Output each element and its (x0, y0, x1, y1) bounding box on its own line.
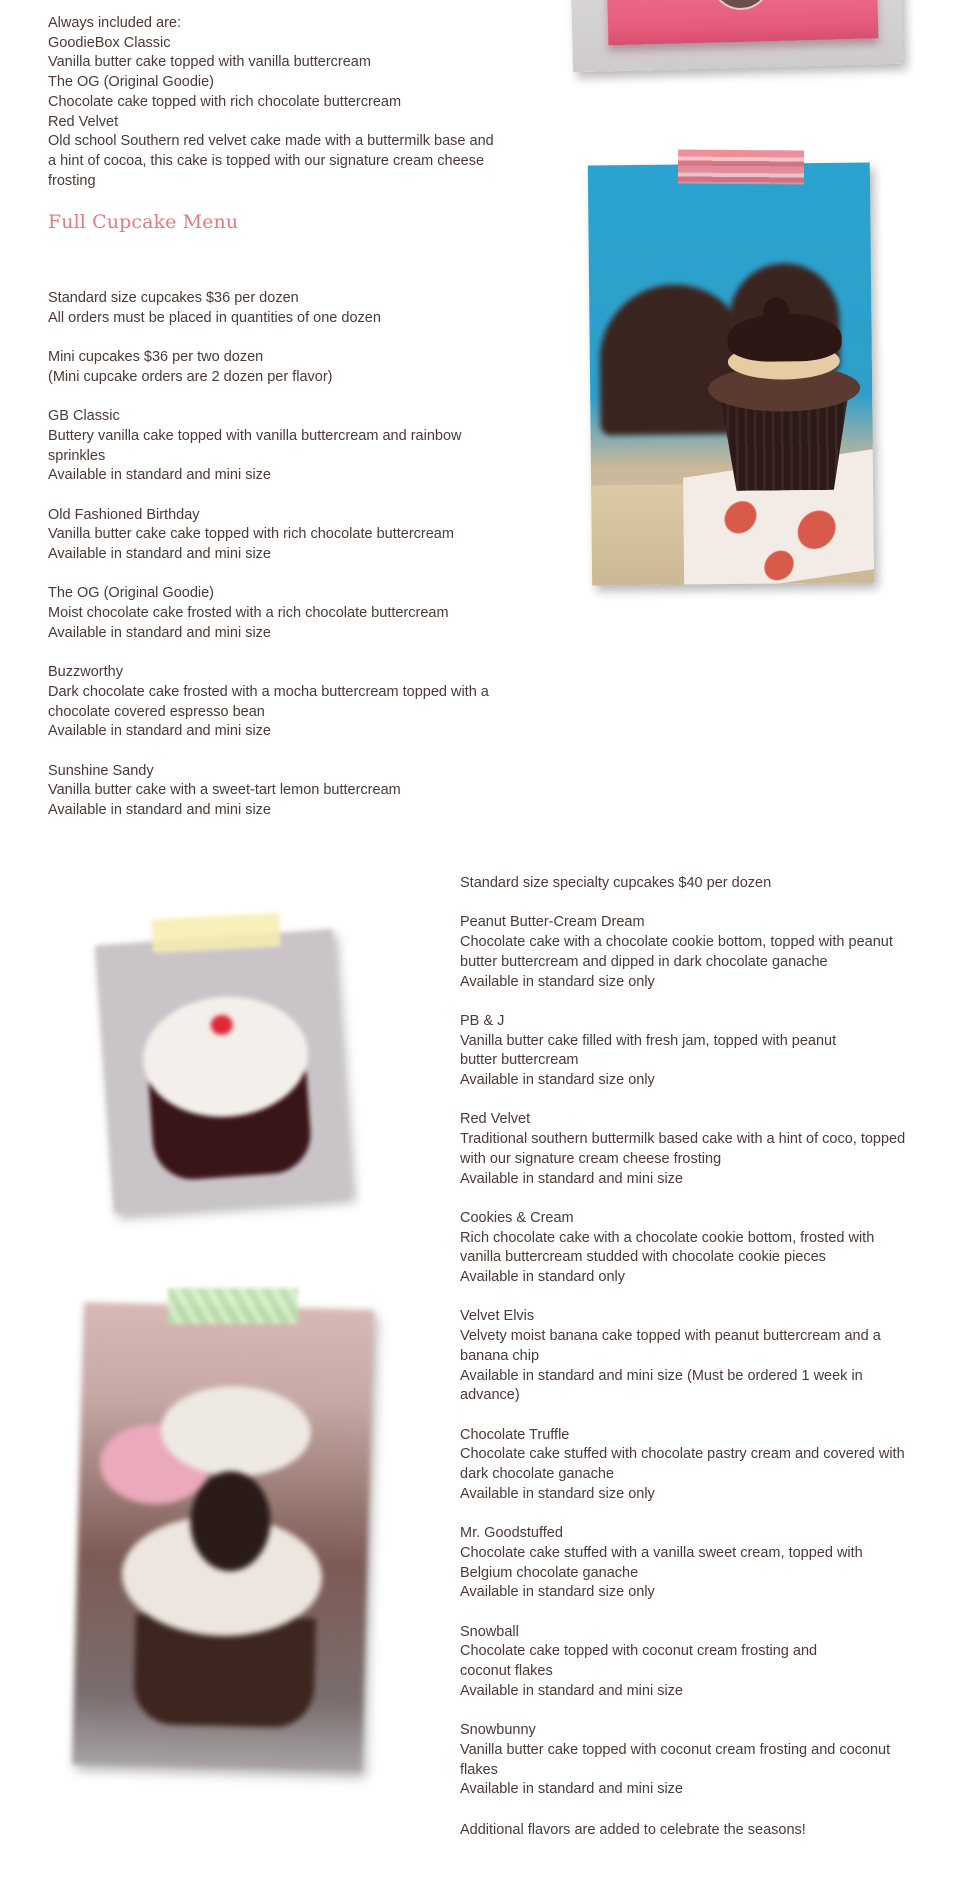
specialty-flavor-item (460, 1209, 930, 1288)
specialty-flavor-item (460, 1623, 930, 1702)
flavor-description: flakes (460, 1761, 498, 1778)
flavor-name: Velvet Elvis (460, 1308, 535, 1325)
flavor-name: Cookies & Cream (460, 1209, 574, 1226)
green-washi-tape (168, 1288, 298, 1324)
specialty-flavor-item (460, 1721, 930, 1800)
specialty-price: Standard size specialty cupcakes $40 per dozen (460, 875, 772, 891)
flavor-name: Red Velvet (460, 1111, 531, 1128)
flavor-description: Vanilla butter cake with a sweet-tart lemon buttercream (48, 782, 401, 799)
flavor-description: dark chocolate ganache (460, 1466, 614, 1482)
flavor-description: Rich chocolate cake with a chocolate cookie bottom, frosted with (460, 1229, 875, 1246)
flavor-name: GB Classic (48, 408, 120, 425)
included-flavor-name: Red Velvet (48, 113, 119, 130)
specialty-flavor-item (460, 1524, 930, 1603)
flavor-availability: Available in standard and mini size (48, 802, 272, 819)
flavor-item (48, 663, 508, 742)
flavor-availability: advance) (460, 1387, 520, 1404)
flavor-description: with our signature cream cheese frosting (460, 1150, 722, 1167)
included-flavor-name: The OG (Original Goodie) (48, 74, 215, 91)
flavor-description: Buttery vanilla cake topped with vanilla buttercream and rainbow (48, 427, 462, 444)
classic-menu-section (48, 289, 508, 821)
flavor-name: Old Fashioned Birthday (48, 506, 200, 523)
flavor-name: Buzzworthy (48, 664, 123, 681)
flavor-availability: Available in standard and mini size (Must be ordered 1 week in (460, 1367, 863, 1384)
flavor-name: Peanut Butter-Cream Dream (460, 914, 645, 931)
flavor-description: Traditional southern buttermilk based cake with a hint of coco, topped (460, 1131, 906, 1148)
flavor-availability: Available in standard and mini size (48, 546, 272, 563)
seasonal-flavors-note: Additional flavors are added to celebrate the seasons! (460, 1821, 806, 1838)
included-flavor-description: Vanilla butter cake topped with vanilla buttercream (48, 54, 371, 71)
flavor-availability: Available in standard size only (460, 1584, 655, 1601)
flavor-description: sprinkles (48, 447, 106, 464)
flavor-name: Snowbunny (460, 1722, 536, 1739)
flavor-item (48, 584, 508, 643)
flavor-availability: Available in standard size only (460, 1072, 655, 1088)
flavor-availability: Available in standard and mini size (48, 624, 272, 641)
cookies-cream-cupcake-image (72, 1302, 374, 1771)
red-velvet-cupcake-image (95, 929, 351, 1213)
mini-price: Mini cupcakes $36 per two dozen (48, 349, 264, 366)
flavor-description: Chocolate cake stuffed with chocolate pastry cream and covered with (460, 1446, 905, 1463)
flavor-description: Vanilla butter cake cake topped with rich chocolate buttercream (48, 526, 454, 543)
included-flavor-description: Old school Southern red velvet cake made with a buttermilk base and (48, 133, 494, 150)
flavor-availability: Available in standard size only (460, 1485, 655, 1502)
flavor-item (48, 407, 508, 486)
flavor-availability: Available in standard and mini size (48, 467, 272, 484)
always-included-section (48, 14, 498, 191)
flavor-name: PB & J (460, 1012, 505, 1029)
flavor-name: The OG (Original Goodie) (48, 585, 215, 602)
flavor-description: butter buttercream and dipped in dark chocolate ganache (460, 953, 828, 970)
flavor-availability: Available in standard and mini size (460, 1682, 684, 1699)
flavor-description: banana chip (460, 1347, 540, 1364)
flavor-description: Chocolate cake topped with coconut cream frosting and (460, 1643, 818, 1660)
mini-note: (Mini cupcake orders are 2 dozen per flavor) (48, 368, 333, 385)
included-flavor-description: a hint of cocoa, this cake is topped with our signature cream cheese (48, 152, 485, 169)
flavor-description: vanilla buttercream studded with chocolate cookie pieces (460, 1249, 826, 1266)
standard-price: Standard size cupcakes $36 per dozen (48, 290, 299, 306)
flavor-description: Chocolate cake stuffed with a vanilla sweet cream, topped with (460, 1544, 863, 1561)
specialty-flavor-item (460, 913, 930, 992)
flavor-description: Belgium chocolate ganache (460, 1564, 639, 1581)
flavor-description: chocolate covered espresso bean (48, 703, 265, 720)
flavor-description: butter buttercream (460, 1052, 579, 1069)
flavor-availability: Available in standard and mini size (460, 1170, 684, 1187)
specialty-flavor-item (460, 1012, 930, 1091)
flavor-description: Dark chocolate cake frosted with a mocha buttercream topped with a (48, 683, 489, 700)
flavor-description: Chocolate cake with a chocolate cookie bottom, topped with peanut (460, 934, 893, 951)
goodie-box-image (571, 0, 903, 72)
flavor-description: Velvety moist banana cake topped with peanut buttercream and a (460, 1328, 881, 1345)
standard-note: All orders must be placed in quantities of one dozen (48, 309, 381, 326)
specialty-flavor-item (460, 1426, 930, 1505)
flavor-name: Chocolate Truffle (460, 1426, 570, 1443)
always-included-label: Always included are: (48, 15, 181, 31)
flavor-description: Moist chocolate cake frosted with a rich chocolate buttercream (48, 605, 449, 622)
flavor-name: Sunshine Sandy (48, 762, 154, 779)
flavor-availability: Available in standard size only (460, 973, 655, 990)
flavor-availability: Available in standard only (460, 1269, 625, 1285)
specialty-flavor-item (460, 1110, 930, 1189)
flavor-name: Snowball (460, 1623, 519, 1640)
flavor-description: Vanilla butter cake filled with fresh jam, topped with peanut (460, 1032, 837, 1049)
specialty-flavor-item (460, 1307, 930, 1406)
included-flavor-name: GoodieBox Classic (48, 34, 171, 51)
page-title: Full Cupcake Menu (48, 211, 239, 233)
flavor-description: coconut flakes (460, 1663, 553, 1679)
included-flavor-description: frosting (48, 172, 96, 189)
peanut-butter-cupcake-image (588, 163, 874, 586)
flavor-name: Mr. Goodstuffed (460, 1525, 563, 1542)
yellow-washi-tape (151, 913, 281, 954)
flavor-availability: Available in standard and mini size (460, 1781, 684, 1798)
flavor-item (48, 506, 508, 565)
pink-washi-tape (678, 149, 804, 184)
flavor-item (48, 762, 508, 821)
included-flavor-description: Chocolate cake topped with rich chocolate buttercream (48, 93, 402, 110)
specialty-menu-section (460, 874, 930, 1841)
flavor-description: Vanilla butter cake topped with coconut cream frosting and coconut (460, 1741, 891, 1758)
foreground-cupcake (697, 313, 874, 495)
flavor-availability: Available in standard and mini size (48, 723, 272, 740)
